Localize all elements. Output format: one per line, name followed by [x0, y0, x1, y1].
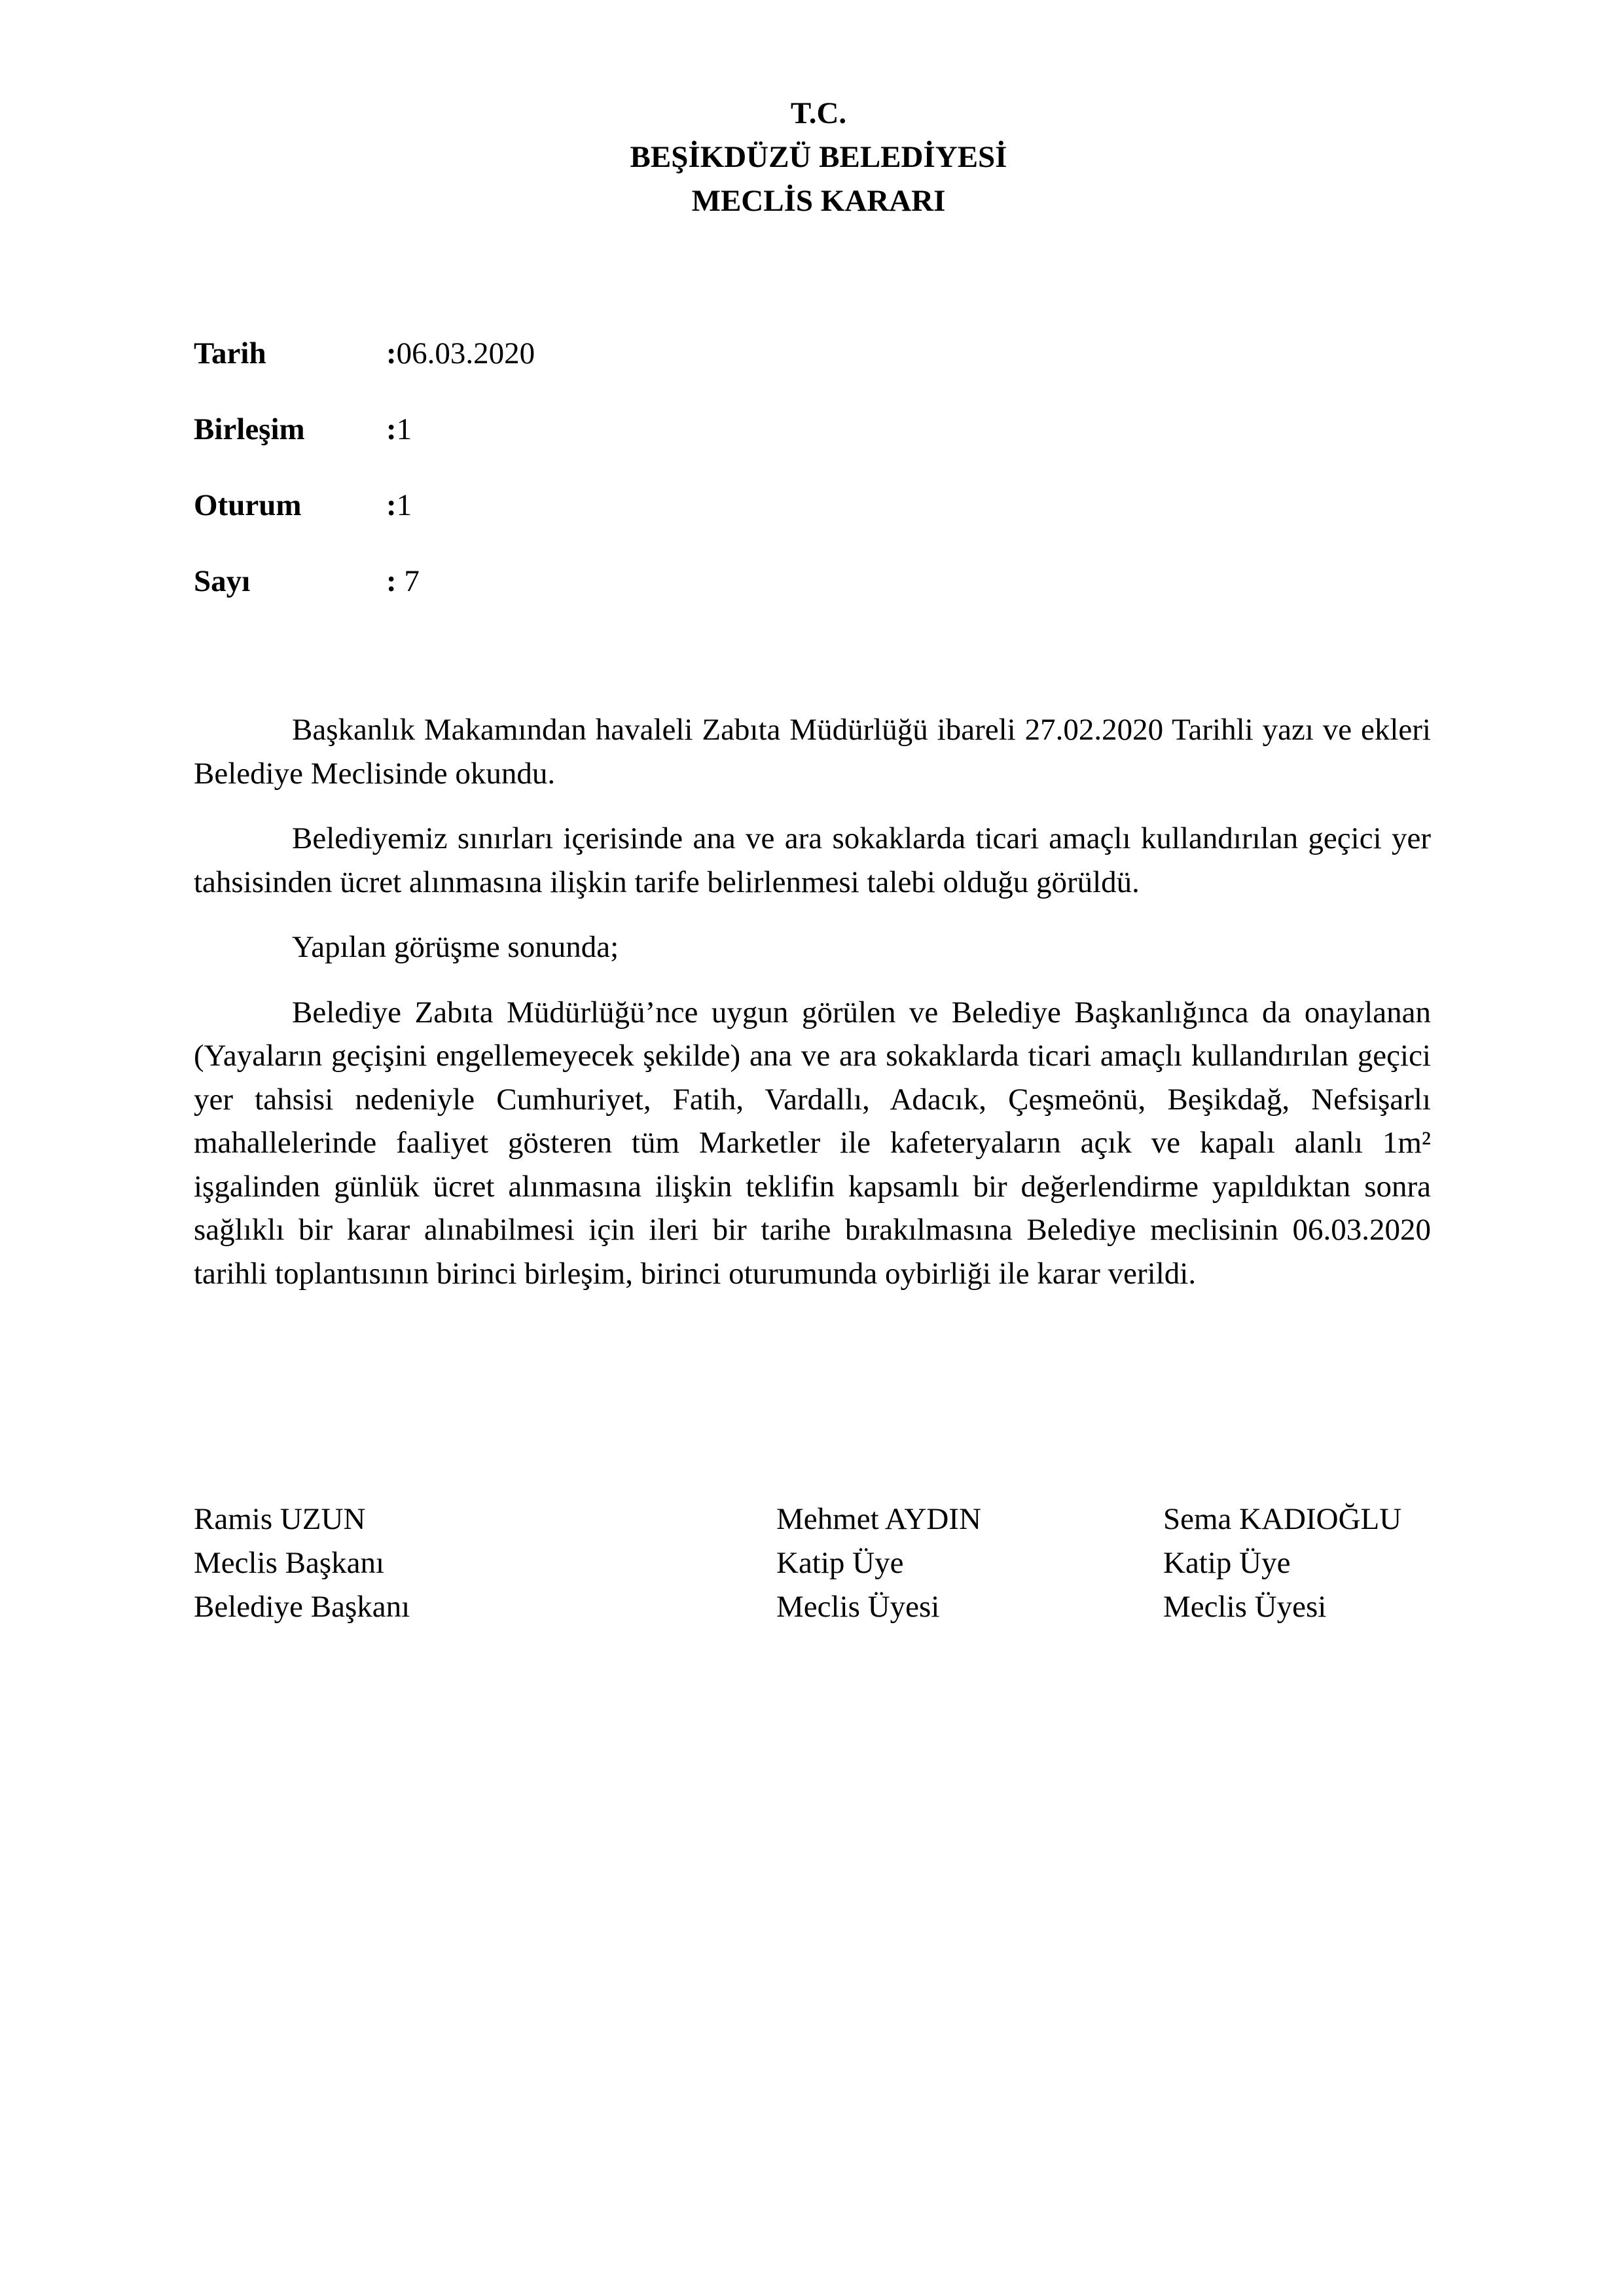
meta-colon: : — [386, 412, 397, 446]
meta-value-session-wrap — [386, 412, 412, 447]
signature-title: Katip Üye — [1163, 1546, 1291, 1580]
signature-clerk-1 — [776, 1498, 981, 1629]
meta-colon: : — [386, 564, 397, 598]
body-paragraph: Belediye Zabıta Müdürlüğü’nce uygun görülen ve Belediye Başkanlığınca da onaylanan (Yayaların geçişini engellemeyecek şekilde) ana ve ara sokaklarda ticari amaçlı kullandırılan geçici yer tahsisi nedeniyle Cumhuriyet, Fatih, Vardallı, Adacık, Çeşmeönü, Beşikdağ, Nefsişarlı mahallelerinde faaliyet gösteren tüm Marketler ile kafeteryaların açık ve kapalı alanlı 1m² işgalinden günlük ücret alınmasına ilişkin teklifin kapsamlı bir değerlendirme yapıldıktan sonra sağlıklı bir karar alınabilmesi için ileri bir tarihe bırakılmasına Belediye meclisinin 06.03.2020 tarihli toplantısının birinci birleşim, birinci oturumunda oybirliği ile karar verildi. — [194, 995, 1431, 1291]
header-line-municipality: BEŞİKDÜZÜ BELEDİYESİ — [630, 140, 1007, 174]
body-paragraph: Belediyemiz sınırları içerisinde ana ve ara sokaklarda ticari amaçlı kullandırılan geçici yer tahsisinden ücret alınmasına ilişkin tarife belirlenmesi talebi olduğu görüldü. — [194, 821, 1431, 899]
signature-title: Belediye Başkanı — [194, 1590, 410, 1624]
signature-name: Mehmet AYDIN — [776, 1502, 981, 1536]
decision-body — [194, 708, 1431, 1317]
meta-label-date: Tarih — [194, 336, 266, 370]
signature-clerk-2 — [1163, 1498, 1401, 1629]
signature-name: Ramis UZUN — [194, 1502, 366, 1536]
meta-value-number-wrap — [386, 564, 420, 599]
document-header — [0, 92, 1624, 223]
meta-label-session: Birleşim — [194, 412, 305, 446]
meta-label-number: Sayı — [194, 564, 251, 598]
meta-value-date: 06.03.2020 — [396, 336, 535, 370]
signature-title: Katip Üye — [776, 1546, 904, 1580]
signature-title: Meclis Üyesi — [1163, 1590, 1327, 1624]
meta-label-sitting: Oturum — [194, 488, 302, 522]
signature-president — [194, 1498, 410, 1629]
signature-name: Sema KADIOĞLU — [1163, 1502, 1402, 1536]
body-paragraph: Başkanlık Makamından havaleli Zabıta Müdürlüğü ibareli 27.02.2020 Tarihli yazı ve ekleri Belediye Meclisinde okundu. — [194, 713, 1431, 791]
meta-colon: : — [386, 488, 397, 522]
header-line-decision: MECLİS KARARI — [691, 184, 946, 218]
meta-value-date-wrap — [386, 336, 535, 371]
body-paragraph: Yapılan görüşme sonunda; — [292, 930, 619, 964]
meta-colon: : — [386, 336, 397, 370]
meta-value-sitting-wrap — [386, 488, 412, 523]
signature-title: Meclis Başkanı — [194, 1546, 385, 1580]
meta-value-session: 1 — [396, 412, 412, 446]
meta-value-number: 7 — [396, 564, 420, 598]
signature-title: Meclis Üyesi — [776, 1590, 940, 1624]
header-line-tc: T.C. — [790, 96, 847, 130]
meta-value-sitting: 1 — [396, 488, 412, 522]
